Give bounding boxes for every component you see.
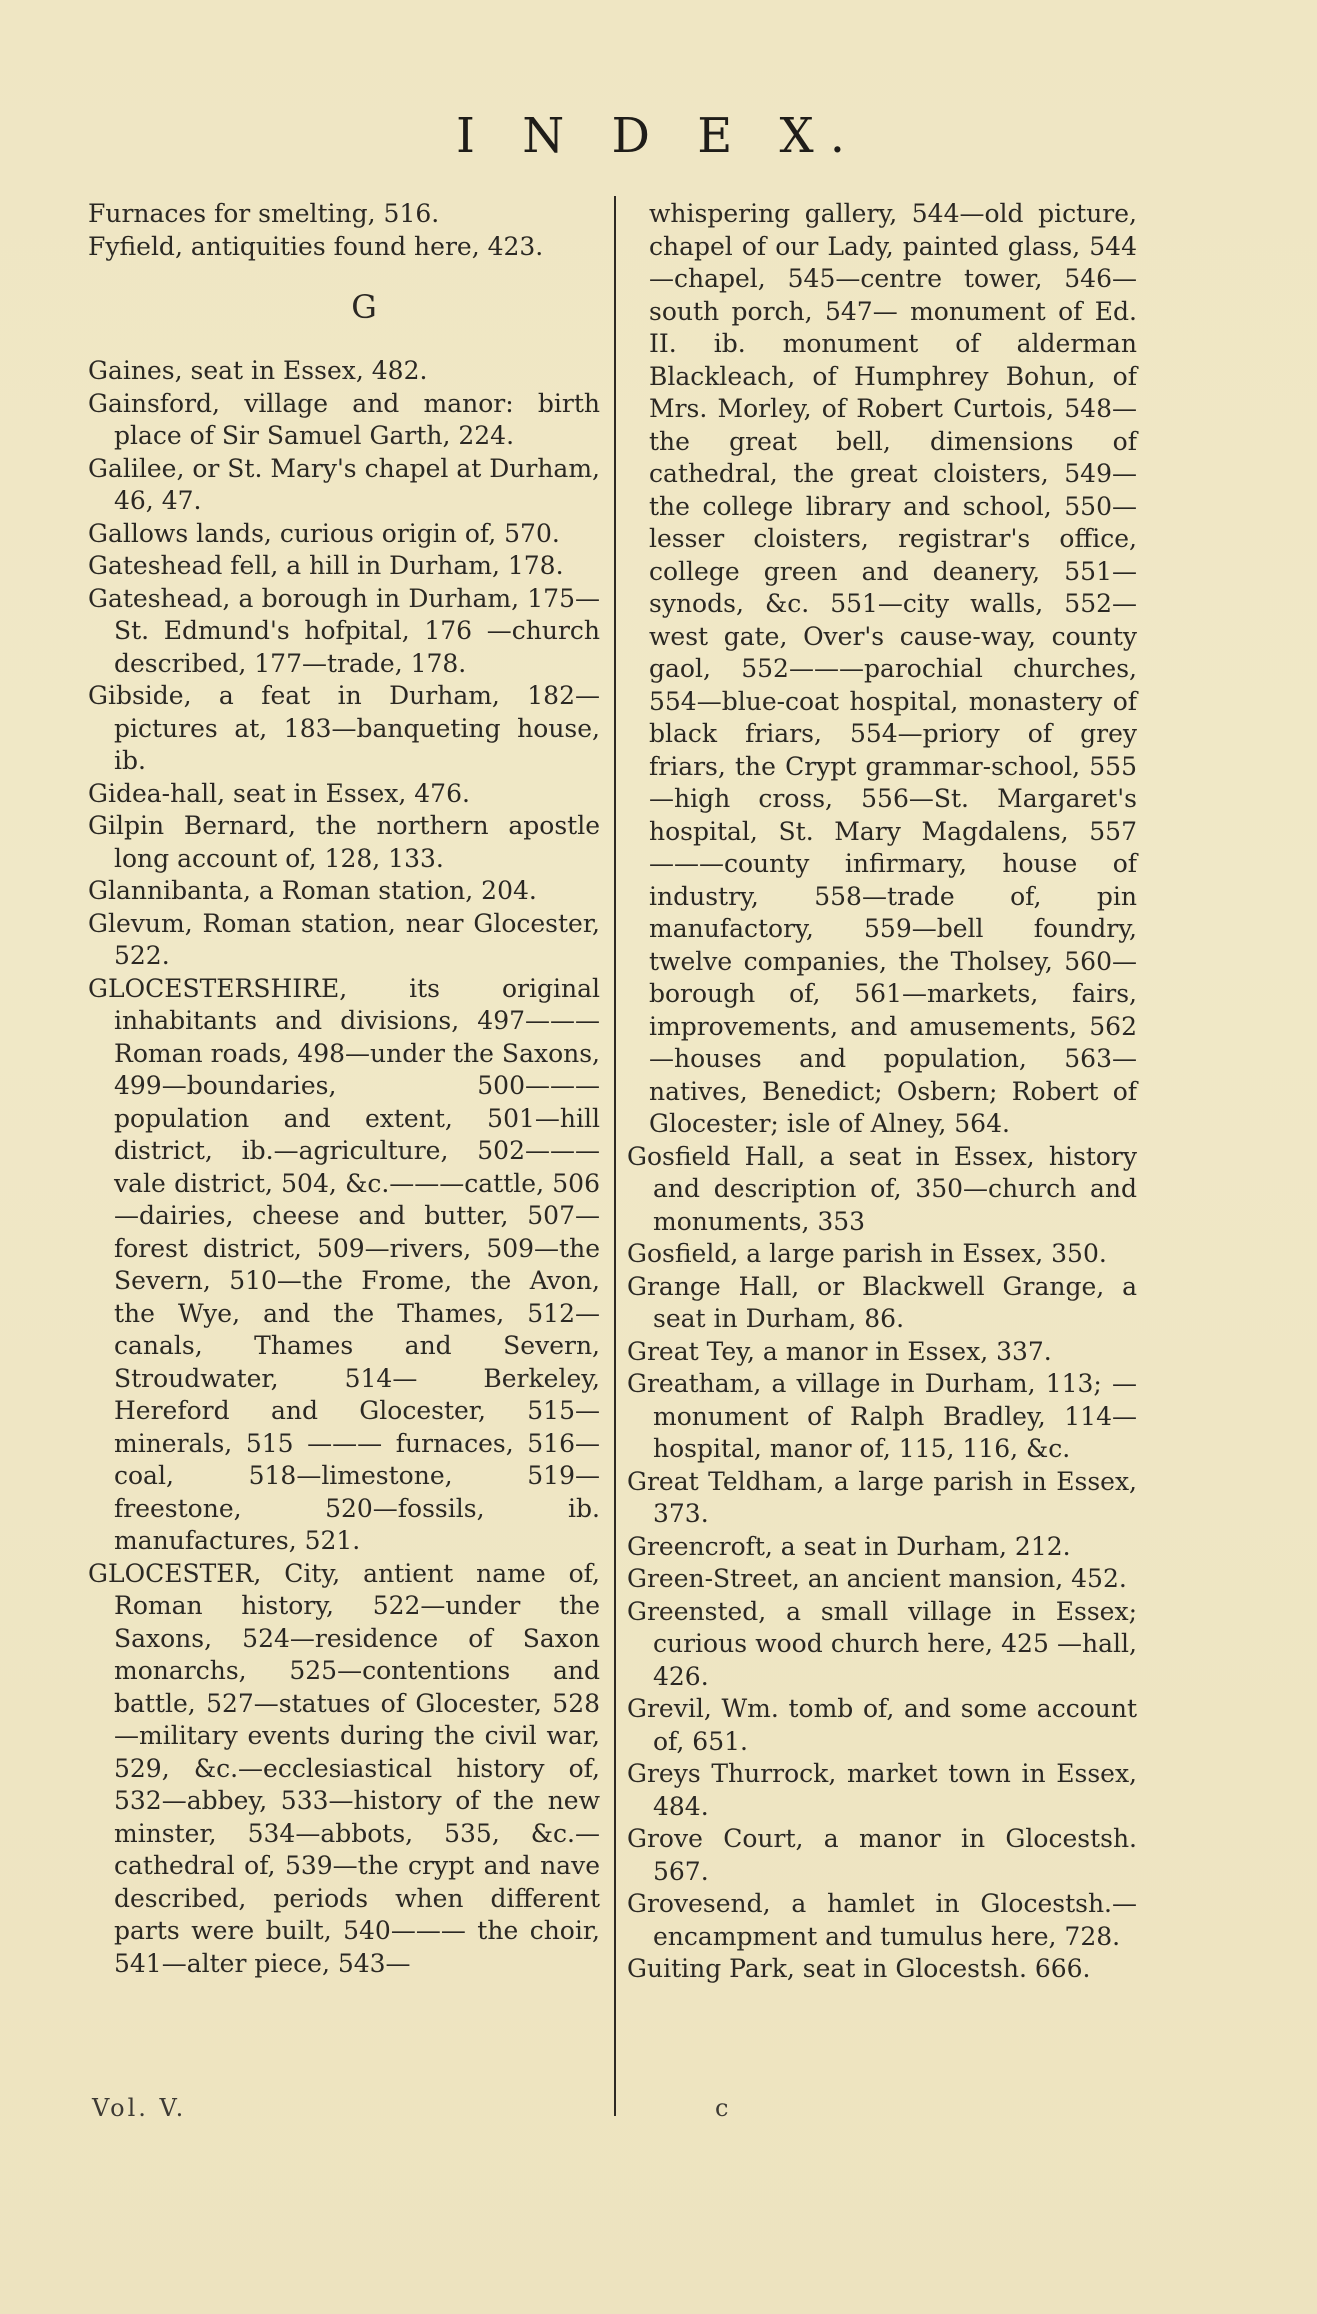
index-entry: Galilee, or St. Mary's chapel at Durham, 46, 47. [88, 453, 600, 515]
index-entry: Gateshead, a borough in Durham, 175—St. Edmund's hofpital, 176 —church described, 177—trade, 178. [88, 583, 600, 678]
index-entry: Greensted, a small village in Essex; curious wood church here, 425 —hall, 426. [627, 1596, 1137, 1691]
index-entry: Gateshead fell, a hill in Durham, 178. [88, 551, 564, 580]
volume-signature: Vol. V. [92, 2094, 187, 2122]
index-entry: Fyfield, antiquities found here, 423. [88, 231, 544, 261]
index-entry: Glannibanta, a Roman station, 204. [88, 876, 537, 905]
column-divider [614, 196, 616, 2116]
index-entry: Great Tey, a manor in Essex, 337. [627, 1336, 1052, 1366]
signature-mark: c [715, 2094, 732, 2122]
section-letter-heading: G [351, 288, 377, 326]
index-entry: Glevum, Roman station, near Glocester, 522. [88, 908, 600, 970]
index-entry: Greys Thurrock, market town in Essex, 484. [627, 1759, 1137, 1821]
index-entry: Gaines, seat in Essex, 482. [88, 356, 428, 385]
index-entry: Great Teldham, a large parish in Essex, 373. [627, 1466, 1137, 1528]
index-entry: Greatham, a village in Durham, 113; —monument of Ralph Bradley, 114—hospital, manor of, 115, 116, &c. [627, 1369, 1137, 1463]
index-entry: Green-Street, an ancient mansion, 452. [627, 1564, 1127, 1593]
index-entry: GLOCESTERSHIRE, its original inhabitants and divisions, 497——— Roman roads, 498—under the Saxons, 499—boundaries, 500——— population and extent, 501—hill district, ib.—agriculture, 502——— vale district, 504, &c.———cattle, 506—dairies, cheese and butter, 507—forest district, 509—rivers, 509—the Severn, 510—the Frome, the Avon, the Wye, and the Thames, 512—canals, Thames and Severn, Stroudwater, 514— Berkeley, Hereford and Glocester, 515—minerals, 515 ——— furnaces, 516—coal, 518—limestone, 519— freestone, 520—fossils, ib. manufactures, 521. [88, 973, 600, 1555]
index-entry: Gibside, a feat in Durham, 182—pictures at, 183—banqueting house, ib. [88, 681, 600, 775]
index-entry: Grevil, Wm. tomb of, and some account of, 651. [627, 1694, 1137, 1756]
index-entry: Grovesend, a hamlet in Glocestsh.— encampment and tumulus here, 728. [627, 1889, 1137, 1951]
index-entry: Gidea-hall, seat in Essex, 476. [88, 778, 470, 808]
index-entry: Gallows lands, curious origin of, 570. [88, 518, 560, 548]
left-column [88, 198, 600, 1980]
index-entry-continued: whispering gallery, 544—old picture, chapel of our Lady, painted glass, 544—chapel, 545—centre tower, 546—south porch, 547— monument of Ed. II. ib. monument of alderman Blackleach, of Humphrey Bohun, of Mrs. Morley, of Robert Curtois, 548—the great bell, dimensions of cathedral, the great cloisters, 549—the college library and school, 550—lesser cloisters, registrar's office, college green and deanery, 551—synods, &c. 551—city walls, 552—west gate, Over's cause-way, county gaol, 552———parochial churches, 554—blue-coat hospital, monastery of black friars, 554—priory of grey friars, the Crypt grammar-school, 555—high cross, 556—St. Margaret's hospital, St. Mary Magdalens, 557———county infirmary, house of industry, 558—trade of, pin manufactory, 559—bell foundry, twelve companies, the Tholsey, 560—borough of, 561—markets, fairs, improvements, and amusements, 562—houses and population, 563—natives, Benedict; Osbern; Robert of Glocester; isle of Alney, 564. [649, 199, 1137, 1138]
index-entry: Greencroft, a seat in Durham, 212. [627, 1531, 1071, 1561]
index-entry: Gosfield, a large parish in Essex, 350. [627, 1239, 1107, 1268]
index-entry: GLOCESTER, City, antient name of, Roman history, 522—under the Saxons, 524—residence of Saxon monarchs, 525—contentions and battle, 527—statues of Glocester, 528—military events during the civil war, 529, &c.—ecclesiastical history of, 532—abbey, 533—history of the new minster, 534—abbots, 535, &c.—cathedral of, 539—the crypt and nave described, periods when different parts were built, 540——— the choir, 541—alter piece, 543— [88, 1558, 600, 1978]
index-entry: Gainsford, village and manor: birth place of Sir Samuel Garth, 224. [88, 388, 600, 450]
index-entry: Gilpin Bernard, the northern apostle long account of, 128, 133. [88, 811, 600, 873]
index-entry: Grange Hall, or Blackwell Grange, a seat in Durham, 86. [627, 1271, 1137, 1333]
index-entry: Grove Court, a manor in Glocestsh. 567. [627, 1824, 1137, 1886]
page-title: I N D E X. [456, 108, 861, 164]
index-entry: Furnaces for smelting, 516. [88, 199, 440, 228]
right-column [627, 198, 1137, 1986]
index-entry: Guiting Park, seat in Glocestsh. 666. [627, 1954, 1091, 1983]
index-entry: Gosfield Hall, a seat in Essex, history and description of, 350—church and monuments, 353 [627, 1141, 1137, 1236]
